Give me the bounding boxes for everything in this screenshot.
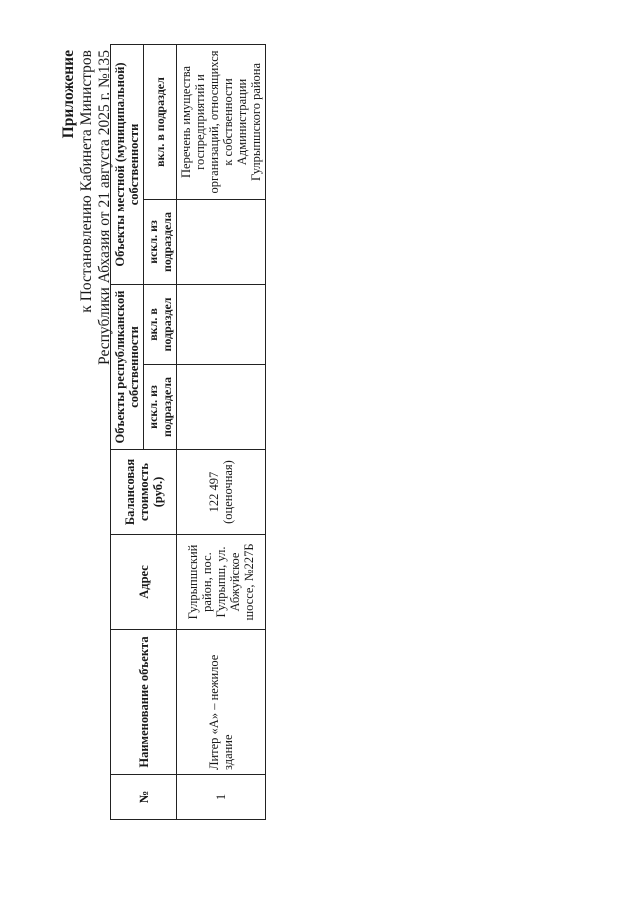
col-header-num: № (111, 775, 177, 820)
cell-value: 122 497 (оценочная) (177, 450, 266, 535)
cell-loc-incl: Перечень имущества госпредприятий и организаций, относящихся к собственности Администрации Гулрыпшского района (177, 44, 266, 199)
property-table-wrap (110, 45, 263, 820)
cell-rep-excl (177, 365, 266, 450)
col-header-rep-excl: искл. из подраздела (144, 365, 177, 450)
cell-rep-incl (177, 284, 266, 364)
header-line-2: Республики Абхазия от 21 августа 2025 г. №135 (96, 50, 113, 365)
cell-name: Литер «А» – нежилое здание (177, 630, 266, 775)
col-header-loc-excl: искл. из подраздела (144, 199, 177, 284)
property-table (110, 44, 266, 820)
table-row (177, 44, 266, 819)
col-header-republic: Объекты республиканской собственности (111, 284, 144, 449)
cell-loc-excl (177, 199, 266, 284)
col-header-value: Балансовая стоимость (руб.) (111, 450, 177, 535)
col-header-name: Наименование объекта (111, 630, 177, 775)
appendix-title: Приложение (60, 50, 77, 139)
col-header-address: Адрес (111, 535, 177, 630)
col-header-rep-incl: вкл. в подраздел (144, 284, 177, 364)
header-line-1: к Постановлению Кабинета Министров (78, 50, 95, 313)
document-header (60, 50, 114, 365)
cell-address: Гулрыпшский район, пос. Гулрыпш, ул. Абжуйское шоссе, №227Б (177, 535, 266, 630)
cell-num: 1 (177, 775, 266, 820)
table-header-row (111, 44, 144, 819)
col-header-loc-incl: вкл. в подраздел (144, 44, 177, 199)
col-header-local: Объекты местной (муниципальной) собственности (111, 44, 144, 284)
